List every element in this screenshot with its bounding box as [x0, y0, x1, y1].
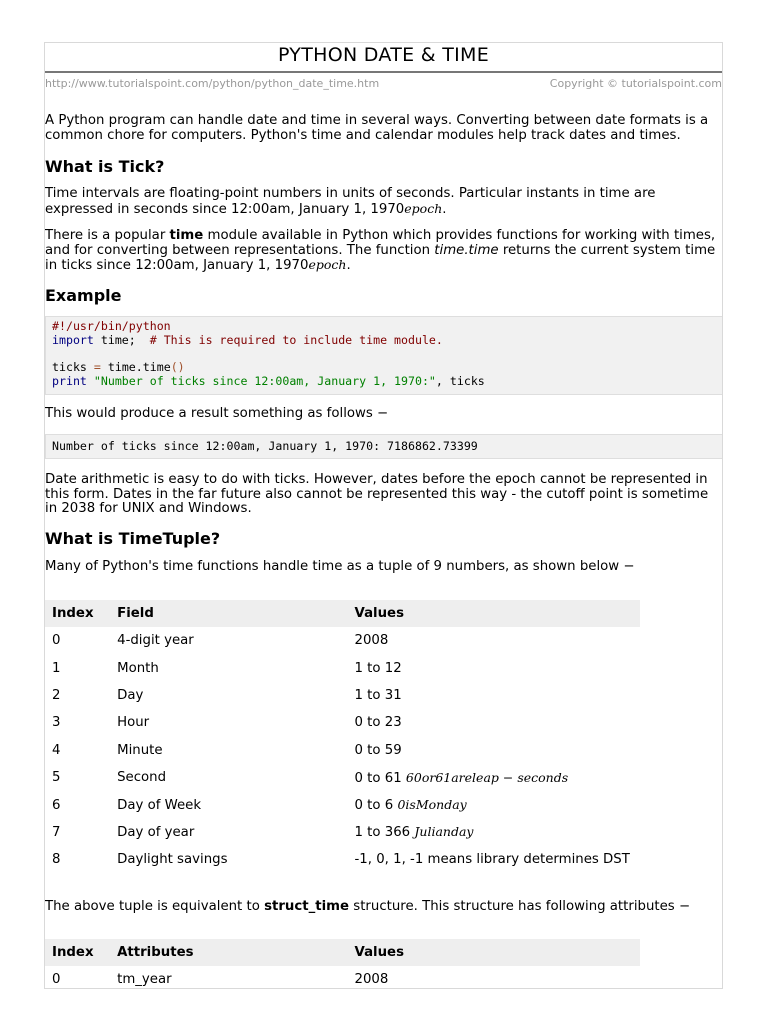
- cell-index: 4: [52, 742, 61, 758]
- page-title: PYTHON DATE & TIME: [45, 43, 722, 73]
- cell-value: [348, 819, 641, 846]
- cell-attribute: tm_year: [117, 972, 172, 988]
- struct-paragraph: [45, 900, 723, 915]
- cell-index: 3: [52, 715, 61, 731]
- cell-value: [348, 846, 641, 873]
- cell-field: 4-digit year: [117, 633, 194, 649]
- cell-value: [348, 654, 641, 681]
- value-text: 2008: [354, 633, 389, 649]
- code-block: [45, 316, 723, 395]
- value-note: 0isMonday: [397, 797, 467, 813]
- table-row: [45, 966, 640, 989]
- cell-index: 1: [52, 660, 61, 676]
- heading-tick: What is Tick?: [45, 157, 165, 176]
- cell-field: Second: [117, 770, 167, 786]
- value-text: 1 to 31: [354, 687, 402, 703]
- col-header-index: Index: [45, 939, 110, 966]
- value-text: 0 to 59: [354, 742, 402, 758]
- code-rest: , ticks: [435, 374, 485, 389]
- page-meta: [45, 73, 722, 93]
- time-module-term: time: [169, 228, 204, 243]
- cell-index: 0: [52, 633, 61, 649]
- value-text: 0 to 6: [354, 798, 394, 814]
- struct-p-a: The above tuple is equivalent to: [45, 899, 265, 914]
- value-text: 0 to 61: [354, 770, 402, 786]
- cell-value: [348, 791, 641, 818]
- cell-index: 8: [52, 852, 61, 868]
- value-text: 1 to 366: [354, 825, 411, 841]
- arithmetic-paragraph: Date arithmetic is easy to do with ticks. However, dates before the epoch cannot be represented in this form. Dates in the far future also cannot be represented this way - the cutoff point is sometime in 2038 for UNIX and Windows.: [45, 472, 709, 517]
- table-row: [45, 709, 640, 736]
- cell-value: [348, 627, 641, 654]
- cell-value: [348, 682, 641, 709]
- value-text: 1 to 12: [354, 660, 402, 676]
- cell-field: Month: [117, 660, 159, 676]
- table-row: [45, 791, 640, 818]
- cell-index: 7: [52, 824, 61, 840]
- timetuple-intro: Many of Python's time functions handle time as a tuple of 9 numbers, as shown below −: [45, 559, 635, 574]
- cell-index: 0: [52, 972, 61, 988]
- timetuple-table: [45, 600, 640, 874]
- col-header-attributes: Attributes: [110, 939, 347, 966]
- epoch-term: epoch: [404, 200, 443, 216]
- cell-value: 2008: [354, 972, 389, 988]
- heading-timetuple: What is TimeTuple?: [45, 529, 221, 548]
- struct-p-b: structure. This structure has following attributes −: [349, 899, 691, 914]
- cell-field: Minute: [117, 742, 163, 758]
- code-call: time.time: [100, 360, 171, 375]
- code-equals: =: [93, 360, 101, 375]
- page-url[interactable]: http://www.tutorialspoint.com/python/python_date_time.htm: [45, 77, 380, 90]
- code-paren: (): [170, 360, 185, 375]
- col-header-values: Values: [348, 600, 641, 627]
- table-row: [45, 627, 640, 654]
- cell-value: [348, 764, 641, 791]
- result-intro: This would produce a result something as follows −: [45, 406, 389, 421]
- copyright-notice: Copyright © tutorialspoint.com: [549, 77, 722, 90]
- tick-p2-c: returns the current system time in ticks since 12:00am, January 1, 1970: [45, 242, 716, 274]
- struct-time-term: struct_time: [264, 899, 350, 914]
- output-block: Number of ticks since 12:00am, January 1, 1970: 7186862.73399: [45, 434, 723, 459]
- value-note: 60or61areleap − seconds: [405, 769, 569, 785]
- intro-paragraph: A Python program can handle date and time in several ways. Converting between date formats is a common chore for computers. Python's time and calendar modules help track dates and times.: [45, 113, 709, 143]
- code-var: ticks: [52, 360, 94, 375]
- cell-field: Day of Week: [117, 797, 202, 813]
- value-note: Julianday: [414, 824, 474, 840]
- table-row: [45, 819, 640, 846]
- code-module: time;: [93, 332, 150, 347]
- epoch-term-2: epoch: [308, 257, 347, 273]
- code-keyword-print: print: [52, 374, 87, 389]
- cell-index: 5: [52, 770, 61, 786]
- code-string: "Number of ticks since 12:00am, January 1, 1970:": [93, 374, 436, 389]
- code-comment: # This is required to include time module.: [149, 332, 443, 347]
- cell-value: [348, 737, 641, 764]
- heading-example: Example: [45, 286, 122, 305]
- value-text: -1, 0, 1, -1 means library determines DST: [354, 852, 630, 868]
- cell-field: Hour: [117, 715, 150, 731]
- table-row: [45, 682, 640, 709]
- tick-p1-text: Time intervals are floating-point numbers in units of seconds. Particular instants in time are expressed in seconds since 12:00am, January 1, 1970: [45, 186, 656, 217]
- col-header-field: Field: [110, 600, 347, 627]
- cell-field: Day: [117, 687, 144, 703]
- cell-value: [348, 709, 641, 736]
- code-line-shebang: #!/usr/bin/python: [52, 319, 171, 333]
- struct-time-table: [45, 939, 640, 989]
- col-header-values: Values: [348, 939, 641, 966]
- tick-p2-a: There is a popular: [45, 228, 170, 243]
- document-page: [44, 42, 723, 989]
- value-text: 0 to 23: [354, 715, 402, 731]
- tick-paragraph-2: There is a popular time module available in Python which provides functions for working with times, and for converting between representations. The function time.time returns the current system time in ticks since 12:00am, January 1, 1970epoch.: [45, 228, 716, 274]
- table-row: [45, 737, 640, 764]
- table-row: [45, 654, 640, 681]
- code-keyword-import: import: [52, 332, 94, 347]
- table-row: [45, 846, 640, 873]
- table-header-row: [45, 939, 640, 966]
- col-header-index: Index: [45, 600, 110, 627]
- table-row: [45, 764, 640, 791]
- time-time-term: time.time: [434, 242, 499, 258]
- cell-index: 2: [52, 687, 61, 703]
- cell-field: Daylight savings: [117, 852, 228, 868]
- table-header-row: [45, 600, 640, 627]
- cell-index: 6: [52, 797, 61, 813]
- cell-field: Day of year: [117, 824, 195, 840]
- tick-paragraph-1: Time intervals are floating-point numbers in units of seconds. Particular instants in time are expressed in seconds since 12:00am, January 1, 1970epoch.: [45, 186, 656, 217]
- tick-p2-b: module available in Python which provides functions for working with times, and for converting between representations. The function: [45, 228, 716, 258]
